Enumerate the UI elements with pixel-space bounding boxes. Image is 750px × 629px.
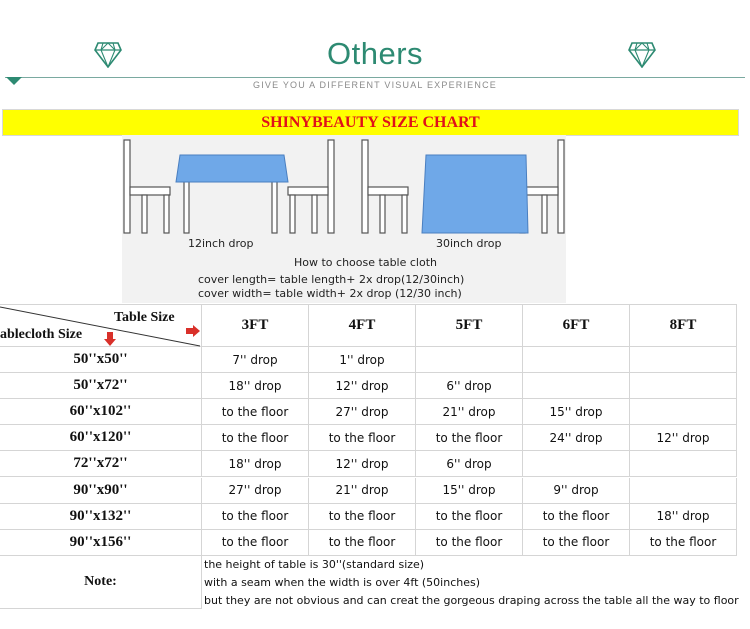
table-cell bbox=[630, 451, 737, 477]
table-cell: to the floor bbox=[309, 425, 416, 451]
table-cell bbox=[630, 373, 737, 399]
width-formula: cover width= table width+ 2x drop (12/30 inch) bbox=[198, 287, 462, 300]
table-cell: 1'' drop bbox=[309, 347, 416, 373]
table-cell: to the floor bbox=[202, 504, 309, 530]
size-chart-banner: SHINYBEAUTY SIZE CHART bbox=[2, 109, 739, 136]
column-header: 3FT bbox=[202, 304, 309, 347]
row-size-label: 90''x132'' bbox=[0, 504, 202, 530]
note-label-cell bbox=[0, 556, 202, 609]
diamond-icon bbox=[628, 42, 656, 68]
tablecloth-size-label: ablecloth Size bbox=[0, 327, 83, 342]
table-cell: 12'' drop bbox=[309, 373, 416, 399]
table-cell: to the floor bbox=[416, 504, 523, 530]
header-divider bbox=[5, 77, 745, 78]
note-line-2: with a seam when the width is over 4ft (50inches) bbox=[204, 576, 481, 589]
table-cell bbox=[416, 347, 523, 373]
table-cell bbox=[523, 373, 630, 399]
how-to-caption: How to choose table cloth bbox=[294, 256, 437, 269]
row-size-label: 90''x156'' bbox=[0, 530, 202, 556]
table-cell: 12'' drop bbox=[630, 425, 737, 451]
table-cell: to the floor bbox=[416, 530, 523, 556]
table-cell bbox=[630, 478, 737, 504]
table-cell: 18'' drop bbox=[202, 451, 309, 477]
table-cell: 7'' drop bbox=[202, 347, 309, 373]
table-cell: to the floor bbox=[630, 530, 737, 556]
table-cell: 12'' drop bbox=[309, 451, 416, 477]
table-cell: 18'' drop bbox=[202, 373, 309, 399]
column-header: 5FT bbox=[416, 304, 523, 347]
table-cell bbox=[630, 399, 737, 425]
note-line-1: the height of table is 30''(standard size) bbox=[204, 558, 425, 571]
table-cell: 21'' drop bbox=[309, 478, 416, 504]
row-size-label: 60''x120'' bbox=[0, 425, 202, 451]
table-cell bbox=[523, 451, 630, 477]
table-cell: to the floor bbox=[309, 504, 416, 530]
row-size-label: 50''x72'' bbox=[0, 373, 202, 399]
red-arrow-icon bbox=[104, 332, 116, 346]
length-formula: cover length= table length+ 2x drop(12/30inch) bbox=[198, 273, 465, 286]
table-cell: to the floor bbox=[523, 530, 630, 556]
section-subtitle: GIVE YOU A DIFFERENT VISUAL EXPERIENCE bbox=[253, 80, 497, 90]
table-cell: to the floor bbox=[202, 399, 309, 425]
table-cell: 27'' drop bbox=[309, 399, 416, 425]
column-header: 8FT bbox=[630, 304, 737, 347]
table-cell: to the floor bbox=[202, 425, 309, 451]
table-cell: 21'' drop bbox=[416, 399, 523, 425]
table-cell: 27'' drop bbox=[202, 478, 309, 504]
row-size-label: 72''x72'' bbox=[0, 451, 202, 477]
note-line-3: but they are not obvious and can creat the gorgeous draping across the table all the way to floor bbox=[204, 594, 739, 607]
table-cell: 24'' drop bbox=[523, 425, 630, 451]
table-cell: 15'' drop bbox=[416, 478, 523, 504]
column-header: 6FT bbox=[523, 304, 630, 347]
table-cell: 6'' drop bbox=[416, 373, 523, 399]
corner-cell bbox=[0, 304, 202, 347]
section-title: Others bbox=[326, 36, 424, 71]
table-size-label: Table Size bbox=[114, 310, 175, 325]
note-label: Note: bbox=[84, 574, 117, 589]
table-cell: 18'' drop bbox=[630, 504, 737, 530]
table-cell: to the floor bbox=[309, 530, 416, 556]
table-cell: 15'' drop bbox=[523, 399, 630, 425]
left-drop-caption: 12inch drop bbox=[188, 237, 254, 250]
row-size-label: 60''x102'' bbox=[0, 399, 202, 425]
table-cell: 9'' drop bbox=[523, 478, 630, 504]
row-size-label: 90''x90'' bbox=[0, 478, 202, 504]
table-cell bbox=[630, 347, 737, 373]
table-cell bbox=[523, 347, 630, 373]
right-drop-caption: 30inch drop bbox=[436, 237, 502, 250]
table-cell: to the floor bbox=[416, 425, 523, 451]
red-arrow-icon bbox=[186, 325, 200, 337]
table-cell: to the floor bbox=[523, 504, 630, 530]
tablecloth-illustration bbox=[122, 135, 566, 303]
table-cell: to the floor bbox=[202, 530, 309, 556]
row-size-label: 50''x50'' bbox=[0, 347, 202, 373]
column-header: 4FT bbox=[309, 304, 416, 347]
table-cell: 6'' drop bbox=[416, 451, 523, 477]
